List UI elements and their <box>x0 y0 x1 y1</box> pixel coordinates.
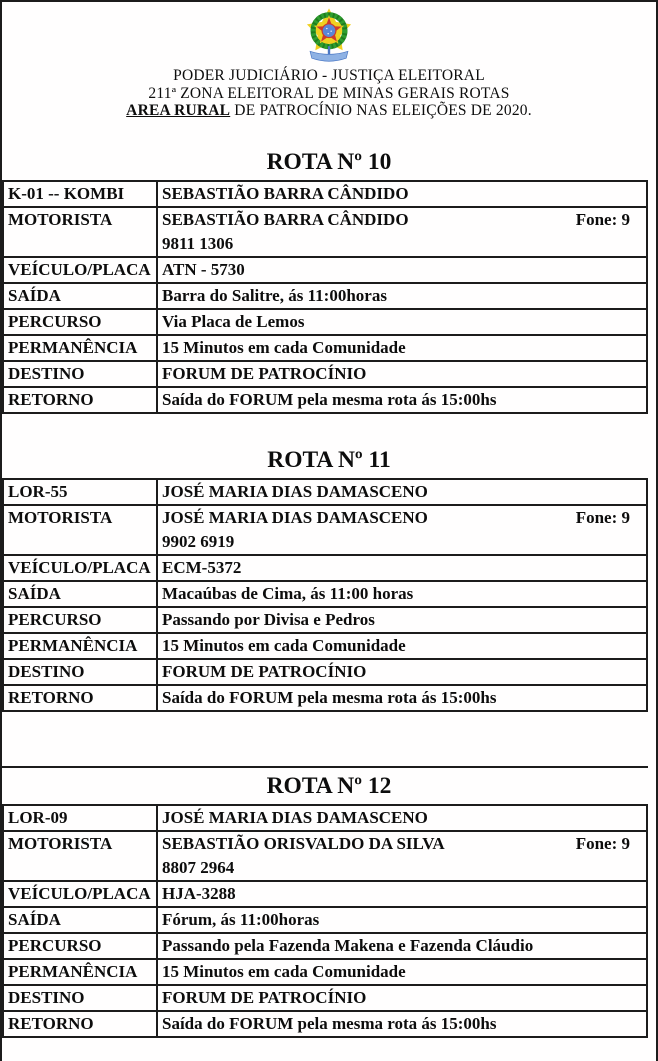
header-line-area <box>2 102 656 120</box>
driver-name: JOSÉ MARIA DIAS DAMASCENO <box>162 507 428 527</box>
table-row <box>3 633 647 659</box>
header-line-court: PODER JUDICIÁRIO - JUSTIÇA ELEITORAL <box>173 67 485 84</box>
row-label: PERMANÊNCIA <box>3 633 157 659</box>
row-value: Passando por Divisa e Pedros <box>157 607 647 633</box>
driver-name: SEBASTIÃO BARRA CÂNDIDO <box>162 209 409 229</box>
header-area-rural: AREA RURAL <box>126 102 231 119</box>
table-row <box>3 933 647 959</box>
row-label: PERCURSO <box>3 933 157 959</box>
row-value: Saída do FORUM pela mesma rota ás 15:00hs <box>157 387 647 413</box>
row-label: VEÍCULO/PLACA <box>3 257 157 283</box>
driver-line <box>162 506 644 530</box>
table-row <box>3 335 647 361</box>
row-value: Saída do FORUM pela mesma rota ás 15:00hs <box>157 1011 647 1037</box>
driver-line <box>162 832 644 856</box>
row-value: Saída do FORUM pela mesma rota ás 15:00hs <box>157 685 647 711</box>
document-header <box>2 67 656 120</box>
row-label: SAÍDA <box>3 907 157 933</box>
row-label: SAÍDA <box>3 581 157 607</box>
driver-line <box>162 208 644 232</box>
row-value <box>157 831 647 881</box>
row-value: JOSÉ MARIA DIAS DAMASCENO <box>157 805 647 831</box>
row-value: ECM-5372 <box>157 555 647 581</box>
table-row <box>3 181 647 207</box>
table-row <box>3 607 647 633</box>
table-row <box>3 831 647 881</box>
row-label: SAÍDA <box>3 283 157 309</box>
row-label: DESTINO <box>3 659 157 685</box>
row-label: LOR-55 <box>3 479 157 505</box>
row-value: Macaúbas de Cima, ás 11:00 horas <box>157 581 647 607</box>
emblem-globe <box>322 24 336 38</box>
route-11-table <box>2 478 648 712</box>
row-label: PERCURSO <box>3 607 157 633</box>
row-value: SEBASTIÃO BARRA CÂNDIDO <box>157 181 647 207</box>
table-row <box>3 257 647 283</box>
table-row <box>3 283 647 309</box>
route-11-title: ROTA Nº 11 <box>267 446 391 473</box>
route-12-table <box>2 804 648 1038</box>
driver-name: SEBASTIÃO ORISVALDO DA SILVA <box>162 833 445 853</box>
route-10-title: ROTA Nº 10 <box>266 148 392 175</box>
row-value: FORUM DE PATROCÍNIO <box>157 361 647 387</box>
table-row <box>3 309 647 335</box>
row-value: Via Placa de Lemos <box>157 309 647 335</box>
phone-number: 9902 6919 <box>162 531 235 551</box>
table-row <box>3 505 647 555</box>
table-row <box>3 659 647 685</box>
row-label: PERCURSO <box>3 309 157 335</box>
table-row <box>3 387 647 413</box>
phone-number: 8807 2964 <box>162 857 235 877</box>
table-row <box>3 805 647 831</box>
row-label: RETORNO <box>3 685 157 711</box>
row-value: FORUM DE PATROCÍNIO <box>157 985 647 1011</box>
route-10-table <box>2 180 648 414</box>
table-row <box>3 479 647 505</box>
emblem-globe-star <box>327 33 328 34</box>
row-label: RETORNO <box>3 387 157 413</box>
header-line-zone: 211ª ZONA ELEITORAL DE MINAS GERAIS ROTAS <box>148 84 510 102</box>
row-value <box>157 505 647 555</box>
row-label: K-01 -- KOMBI <box>3 181 157 207</box>
row-value: 15 Minutos em cada Comunidade <box>157 959 647 985</box>
header-area-rest: DE PATROCÍNIO NAS ELEIÇÕES DE 2020. <box>230 102 532 119</box>
table-row <box>3 907 647 933</box>
row-label: RETORNO <box>3 1011 157 1037</box>
table-row <box>3 207 647 257</box>
brazil-coat-of-arms-icon <box>286 4 372 66</box>
table-row <box>3 685 647 711</box>
row-value: Fórum, ás 11:00horas <box>157 907 647 933</box>
phone-label: Fone: 9 <box>575 833 630 853</box>
table-row <box>3 985 647 1011</box>
table-row <box>3 959 647 985</box>
row-value: FORUM DE PATROCÍNIO <box>157 659 647 685</box>
row-label: DESTINO <box>3 361 157 387</box>
row-label: PERMANÊNCIA <box>3 959 157 985</box>
table-row <box>3 1011 647 1037</box>
emblem-globe-star <box>330 30 331 31</box>
row-label: MOTORISTA <box>3 505 157 555</box>
row-value: Barra do Salitre, ás 11:00horas <box>157 283 647 309</box>
phone-label: Fone: 9 <box>575 507 630 527</box>
table-row <box>3 361 647 387</box>
table-row <box>3 581 647 607</box>
row-value: 15 Minutos em cada Comunidade <box>157 633 647 659</box>
phone-number: 9811 1306 <box>162 233 234 253</box>
row-label: DESTINO <box>3 985 157 1011</box>
row-value: ATN - 5730 <box>157 257 647 283</box>
row-value: JOSÉ MARIA DIAS DAMASCENO <box>157 479 647 505</box>
row-value <box>157 207 647 257</box>
row-value: 15 Minutos em cada Comunidade <box>157 335 647 361</box>
emblem-globe-star <box>326 28 327 29</box>
section-divider <box>2 712 648 768</box>
route-12-title: ROTA Nº 12 <box>266 772 392 799</box>
row-label: MOTORISTA <box>3 831 157 881</box>
row-label: VEÍCULO/PLACA <box>3 555 157 581</box>
row-label: VEÍCULO/PLACA <box>3 881 157 907</box>
phone-label: Fone: 9 <box>575 209 630 229</box>
row-label: MOTORISTA <box>3 207 157 257</box>
row-value: HJA-3288 <box>157 881 647 907</box>
row-label: LOR-09 <box>3 805 157 831</box>
row-value: Passando pela Fazenda Makena e Fazenda Cláudio <box>157 933 647 959</box>
table-row <box>3 555 647 581</box>
table-row <box>3 881 647 907</box>
row-label: PERMANÊNCIA <box>3 335 157 361</box>
